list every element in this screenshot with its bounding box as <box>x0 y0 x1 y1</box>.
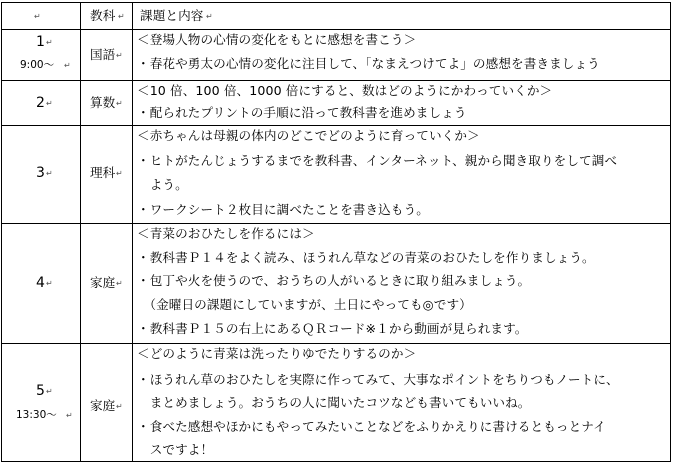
period-time: 9:00〜 <box>20 59 55 71</box>
period-number: 4 <box>36 275 45 291</box>
paragraph-mark: ↵ <box>34 12 41 21</box>
task-line: （金曜日の課題にしていますが、土日にやっても◎です） <box>137 297 472 312</box>
subject-label: 算数 <box>90 95 116 110</box>
task-line: ・ワークシート２枚目に調べたことを書き込もう。 <box>137 202 429 217</box>
task-line: ・食べた感想やほかにもやってみたいことなどをふりかえりに書けるともっとナイ <box>137 419 606 434</box>
subject-label: 理科 <box>90 165 116 180</box>
paragraph-mark: ↵ <box>116 169 123 178</box>
table-row <box>2 223 672 343</box>
paragraph-mark: ↵ <box>206 12 213 21</box>
task-line: ・教科書Ｐ１４をよく読み、ほうれん草などの青菜のおひたしを作りましょう。 <box>137 250 595 265</box>
subject-label: 家庭 <box>90 398 116 413</box>
paragraph-mark: ↵ <box>118 12 125 21</box>
table-row <box>2 29 672 80</box>
task-line: ・春花や勇太の心情の変化に注目して、「なまえつけてよ」の感想を書きましょう <box>137 56 600 71</box>
paragraph-mark: ↵ <box>46 99 53 108</box>
task-title: ＜登場人物の心情の変化をもとに感想を書こう＞ <box>137 32 417 47</box>
task-line: ・配られたプリントの手順に沿って教科書を進めましょう <box>137 105 467 120</box>
period-number: 1 <box>36 34 45 50</box>
paragraph-mark: ↵ <box>116 51 123 60</box>
task-line: ・ほうれん草のおひたしを実際に作ってみて、大事なポイントをちりつもノートに、 <box>137 372 619 387</box>
paragraph-mark: ↵ <box>116 402 123 411</box>
table-row <box>2 125 672 223</box>
schedule-table <box>1 2 671 462</box>
paragraph-mark: ↵ <box>46 279 53 288</box>
task-title: ＜10 倍、100 倍、1000 倍にすると、数はどのようにかわっていくか＞ <box>137 83 553 98</box>
task-title: ＜どのように青菜は洗ったりゆでたりするのか＞ <box>137 346 417 361</box>
paragraph-mark: ↵ <box>46 38 53 47</box>
paragraph-mark: ↵ <box>46 387 53 396</box>
task-line: まとめましょう。おうちの人に聞いたコツなども書いてもいいね。 <box>137 395 531 410</box>
paragraph-mark: ↵ <box>64 61 71 70</box>
task-line: ・ヒトがたんじょうするまでを教科書、インターネット、親から聞き取りをして調べ <box>137 153 618 168</box>
paragraph-mark: ↵ <box>46 169 53 178</box>
subject-label: 国語 <box>90 47 116 62</box>
period-number: 5 <box>36 383 45 399</box>
subject-label: 家庭 <box>90 275 116 290</box>
header-task: 課題と内容 <box>140 8 204 23</box>
table-row <box>2 80 672 125</box>
header-subject: 教科 <box>90 8 116 23</box>
task-line: よう。 <box>137 177 188 192</box>
task-line: スですよ！ <box>137 442 214 457</box>
paragraph-mark: ↵ <box>116 99 123 108</box>
paragraph-mark: ↵ <box>116 279 123 288</box>
task-line: ・包丁や火を使うので、おうちの人がいるときに取り組みましょう。 <box>137 273 531 288</box>
period-time: 13:30〜 <box>16 409 57 421</box>
task-title: ＜青菜のおひたしを作るには＞ <box>137 226 315 241</box>
paragraph-mark: ↵ <box>66 411 73 420</box>
period-number: 3 <box>36 165 45 181</box>
table-row <box>2 343 672 461</box>
period-number: 2 <box>36 95 45 111</box>
task-title: ＜赤ちゃんは母親の体内のどこでどのように育っていくか＞ <box>137 128 480 143</box>
header-row <box>2 3 672 29</box>
task-line: ・教科書Ｐ１５の右上にあるＱＲコード※１から動画が見られます。 <box>137 321 528 336</box>
